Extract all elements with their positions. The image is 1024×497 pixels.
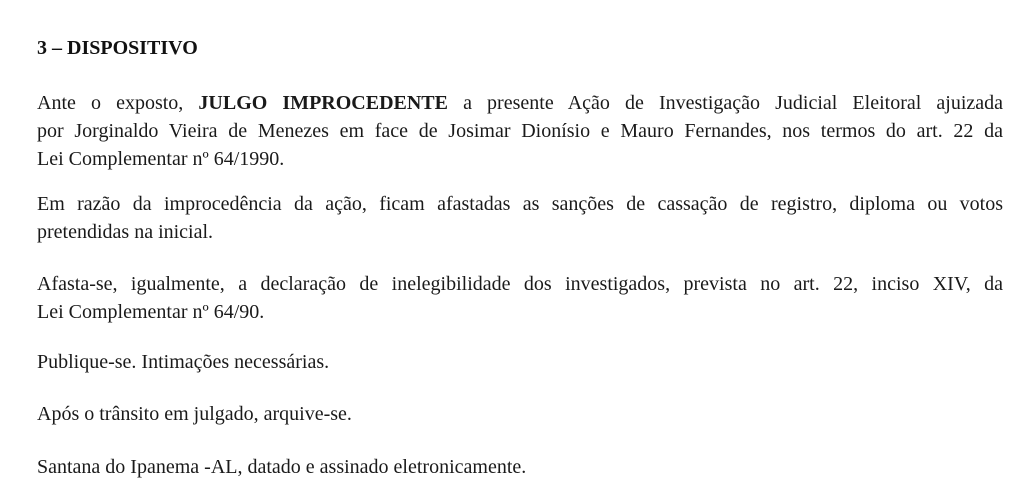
paragraph-place-date: Santana do Ipanema -AL, datado e assinado eletronicamente. bbox=[37, 456, 527, 478]
paragraph-judgment-line-3: Lei Complementar nº 64/1990. bbox=[37, 148, 285, 170]
judgment-intro-text: Ante o exposto, bbox=[37, 92, 199, 114]
section-heading: 3 – DISPOSITIVO bbox=[37, 37, 198, 59]
judgment-verdict-text: JULGO IMPROCEDENTE bbox=[198, 92, 448, 114]
paragraph-judgment-line-2: por Jorginaldo Vieira de Menezes em face de Josimar Dionísio e Mauro Fernandes, nos termos do art. 22 da bbox=[37, 120, 1003, 142]
paragraph-judgment-line-1 bbox=[37, 89, 1003, 117]
paragraph-judgment bbox=[37, 89, 1003, 173]
paragraph-ineligibility-line-1: Afasta-se, igualmente, a declaração de inelegibilidade dos investigados, prevista no art. 22, inciso XIV, da bbox=[37, 273, 1003, 295]
paragraph-sanctions-line-2: pretendidas na inicial. bbox=[37, 221, 214, 243]
paragraph-sanctions bbox=[37, 190, 1003, 246]
judgment-rest-text: a presente Ação de Investigação Judicial Eleitoral ajuizada bbox=[447, 92, 1004, 114]
paragraph-publish: Publique-se. Intimações necessárias. bbox=[37, 351, 330, 373]
paragraph-sanctions-line-1: Em razão da improcedência da ação, ficam afastadas as sanções de cassação de registro, diploma ou votos bbox=[37, 193, 1003, 215]
paragraph-ineligibility bbox=[37, 270, 1003, 326]
paragraph-ineligibility-line-2: Lei Complementar nº 64/90. bbox=[37, 301, 265, 323]
paragraph-archive: Após o trânsito em julgado, arquive-se. bbox=[37, 403, 352, 425]
